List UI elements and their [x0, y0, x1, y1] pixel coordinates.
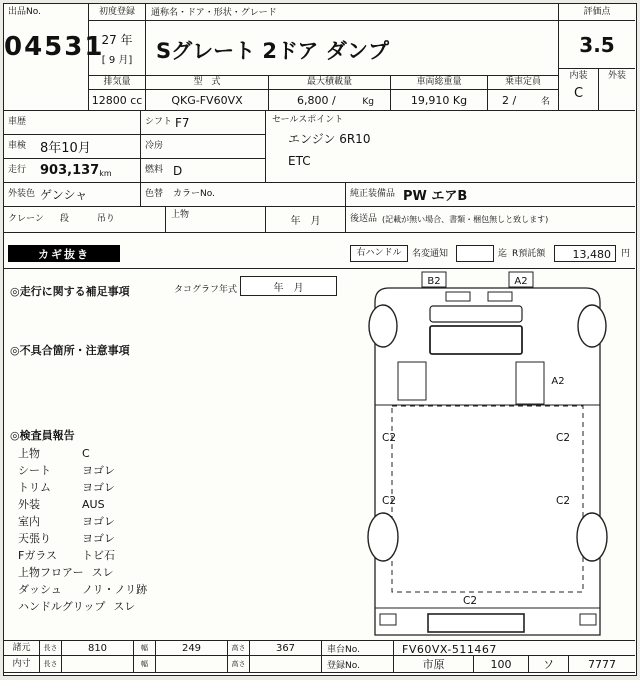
- sales-point-2: ETC: [288, 153, 311, 168]
- chassis-no-label: 車台No.: [322, 640, 394, 656]
- inspection-cell: [4, 135, 141, 159]
- inspector-item: [18, 564, 218, 581]
- mileage-unit: km: [99, 168, 112, 178]
- history-label: 車歴: [8, 117, 27, 128]
- inspector-item: [18, 598, 218, 615]
- registration-area: 市原: [394, 656, 474, 673]
- sales-point-label: セールスポイント: [272, 115, 344, 125]
- tachograph-label: タコグラフ年式: [174, 285, 238, 295]
- max-load-value: 6,800 /: [297, 94, 336, 107]
- inspector-item-value: スレ: [91, 566, 114, 579]
- inspector-item: [18, 445, 218, 462]
- inspector-item: [18, 479, 218, 496]
- recycle-deposit-label: R預託額: [512, 249, 546, 259]
- inner-dimensions-row-label: 内寸: [4, 656, 40, 673]
- inspector-item-value: ヨゴレ: [82, 515, 115, 528]
- history-cell: [4, 111, 141, 135]
- yen-label: 円: [621, 249, 631, 259]
- mileage-cell: [4, 159, 141, 183]
- registration-number: 7777: [569, 656, 635, 673]
- inspector-report-heading: ◎検査員報告: [10, 429, 75, 442]
- lot-number-cell: [4, 4, 105, 111]
- color-no-label: カラーNo.: [173, 189, 215, 200]
- exterior-grade-cell: [599, 69, 635, 111]
- interior-grade-value: C: [573, 85, 584, 101]
- inspector-item: [18, 462, 218, 479]
- crane-hoist-label: 吊り: [96, 214, 115, 225]
- later-items-label: 後送品: [350, 214, 378, 225]
- inspector-item-name: 上物: [18, 447, 40, 460]
- damage-mark-c2: C2: [555, 495, 571, 507]
- width-label: 幅: [134, 656, 156, 673]
- score-value: 3.5: [559, 21, 635, 69]
- inspector-item-value: ヨゴレ: [82, 464, 115, 477]
- first-registration-year: 27 年: [101, 33, 133, 47]
- truck-top-view-icon: [342, 264, 635, 640]
- inspector-report-list: [18, 445, 218, 615]
- capacity-label: 乗車定員: [488, 76, 559, 90]
- inspector-item: [18, 581, 218, 598]
- ac-cell: [141, 135, 266, 159]
- inspector-item-name: シート: [18, 464, 51, 477]
- rear-wheel-right: [577, 513, 607, 561]
- interior-label: 内装: [569, 71, 588, 81]
- body-color-label: 外装色: [8, 189, 36, 200]
- rear-wheel-left: [368, 513, 398, 561]
- front-wheel-right: [578, 305, 606, 347]
- crane-date-cell: 年 月: [266, 207, 346, 233]
- inspection-value: 8年10月: [40, 141, 91, 156]
- lot-number-value: 04531: [4, 31, 105, 62]
- fuel-cell: [141, 159, 266, 183]
- inspector-item-value: スレ: [113, 600, 136, 613]
- inspector-item-name: ハンドルグリップ: [18, 600, 106, 613]
- exterior-label: 外装: [607, 71, 626, 81]
- first-registration-month: [ 9 月]: [101, 55, 133, 66]
- side-box-left: [398, 362, 426, 400]
- interior-grade-cell: [559, 69, 599, 111]
- mileage-note-heading: ◎走行に関する補足事項: [10, 285, 130, 298]
- damage-mark-b2: B2: [427, 276, 441, 287]
- sheet-frame: [3, 3, 637, 676]
- gross-weight-label: 車両総重量: [391, 76, 488, 90]
- damage-mark-a2-top: A2: [514, 276, 528, 287]
- inspector-item-name: トリム: [18, 481, 51, 494]
- height-label: 高さ: [228, 640, 250, 656]
- body-color-cell: [4, 183, 141, 207]
- windshield: [430, 306, 522, 322]
- inspector-item-value: ヨゴレ: [82, 481, 115, 494]
- shift-value: F7: [175, 115, 190, 130]
- tachograph-year-box: 年 月: [240, 276, 337, 296]
- side-box-right: [516, 362, 544, 404]
- recycle-deposit-value: 13,480: [554, 245, 616, 262]
- damage-mark-c2: C2: [381, 495, 397, 507]
- defect-heading: ◎不具合箇所・注意事項: [10, 344, 130, 357]
- key-removed-banner: カギ抜き: [8, 245, 120, 262]
- width-value: 249: [156, 640, 228, 656]
- inspector-item-value: AUS: [82, 498, 105, 511]
- chassis-no-value: FV60VX-511467: [394, 640, 635, 656]
- body-color-value: ゲンシャ: [40, 188, 88, 202]
- shift-label: シフト: [145, 117, 173, 128]
- length-label: 長さ: [40, 640, 62, 656]
- color-change-cell: [141, 183, 346, 207]
- inspector-item-name: 室内: [18, 515, 40, 528]
- dimensions-row-label: 諸元: [4, 640, 40, 656]
- damage-mark-c2-rear: C2: [462, 595, 478, 607]
- mileage-label: 走行: [8, 165, 27, 176]
- gross-weight-value: 19,910 Kg: [391, 90, 488, 111]
- inspector-item-value: C: [82, 447, 90, 460]
- damage-mark-c2: C2: [381, 432, 397, 444]
- length-label: 長さ: [40, 656, 62, 673]
- inspector-item-name: ダッシュ: [18, 583, 62, 596]
- rear-corner-right: [580, 614, 596, 625]
- equipment-cell: [346, 183, 635, 207]
- inspector-item-name: 上物フロアー: [18, 566, 84, 579]
- sales-point-1: エンジン 6R10: [288, 131, 371, 146]
- ac-label: 冷房: [145, 141, 164, 152]
- equipment-label: 純正装備品: [350, 189, 396, 200]
- front-wheel-left: [369, 305, 397, 347]
- inspector-item-value: トビ石: [82, 549, 115, 562]
- inspector-item: [18, 547, 218, 564]
- rear-bumper: [428, 614, 524, 632]
- inspector-item-name: 外装: [18, 498, 40, 511]
- crane-body-cell: [166, 207, 266, 233]
- inspector-item-name: 天張り: [18, 532, 51, 545]
- fuel-label: 燃料: [145, 165, 164, 176]
- lot-number-label: 出品No.: [8, 7, 41, 17]
- damage-mark-c2: C2: [555, 432, 571, 444]
- inspector-item: [18, 530, 218, 547]
- mileage-value: 903,137: [40, 163, 100, 178]
- fuel-value: D: [173, 163, 183, 178]
- max-load-cell: [269, 90, 391, 111]
- registration-no-label: 登録No.: [322, 656, 394, 673]
- color-change-label: 色替: [145, 189, 164, 200]
- inspector-item: [18, 496, 218, 513]
- name-change-date-box: [456, 245, 494, 262]
- vehicle-name-header: 通称名・ドア・形状・グレード: [146, 4, 559, 21]
- crane-label: クレーン: [8, 214, 44, 225]
- shift-cell: [141, 111, 266, 135]
- until-label: 迄: [498, 249, 508, 259]
- first-registration-label: 初度登録: [89, 4, 146, 21]
- damage-mark-a2-side: A2: [551, 376, 565, 387]
- capacity-value: 2 /: [502, 94, 517, 107]
- width-label: 幅: [134, 640, 156, 656]
- equipment-value: PW エアB: [403, 189, 468, 204]
- capacity-cell: [488, 90, 559, 111]
- inner-length-value: [62, 656, 134, 673]
- name-change-label: 名変通知: [412, 249, 449, 259]
- front-panel-marker-right: [488, 292, 512, 301]
- inner-height-value: [250, 656, 322, 673]
- sales-point-cell: [266, 111, 635, 183]
- length-value: 810: [62, 640, 134, 656]
- inspector-item-value: ノリ・ノリ跡: [82, 583, 148, 596]
- vehicle-name: Sグレート 2ドア ダンプ: [146, 21, 559, 76]
- inspector-item-name: Fガラス: [18, 549, 57, 562]
- inspector-item: [18, 513, 218, 530]
- inspector-item-value: ヨゴレ: [82, 532, 115, 545]
- crane-body-label: 上物: [171, 210, 190, 220]
- rear-corner-left: [380, 614, 396, 625]
- height-value: 367: [250, 640, 322, 656]
- later-items-cell: [346, 207, 635, 233]
- registration-kana: ソ: [529, 656, 569, 673]
- later-items-note: (記載が無い場合、書類・梱包無しと致します): [382, 215, 549, 224]
- model-label: 型 式: [146, 76, 269, 90]
- first-registration-cell: [89, 21, 146, 76]
- rhd-badge: 右ハンドル: [350, 245, 408, 262]
- score-label: 評価点: [559, 4, 635, 21]
- cab-box: [430, 326, 522, 354]
- inspection-label: 車検: [8, 141, 27, 152]
- registration-class: 100: [474, 656, 529, 673]
- crane-cell: [4, 207, 166, 233]
- model-value: QKG-FV60VX: [146, 90, 269, 111]
- front-panel-marker-left: [446, 292, 470, 301]
- capacity-unit: 名: [540, 97, 550, 107]
- crane-step-label: 段: [59, 214, 69, 225]
- inner-width-value: [156, 656, 228, 673]
- vehicle-diagram: [342, 264, 635, 640]
- height-label: 高さ: [228, 656, 250, 673]
- max-load-label: 最大積載量: [269, 76, 391, 90]
- displacement-value: 12800 cc: [89, 90, 146, 111]
- displacement-label: 排気量: [89, 76, 146, 90]
- max-load-unit: Kg: [362, 97, 374, 107]
